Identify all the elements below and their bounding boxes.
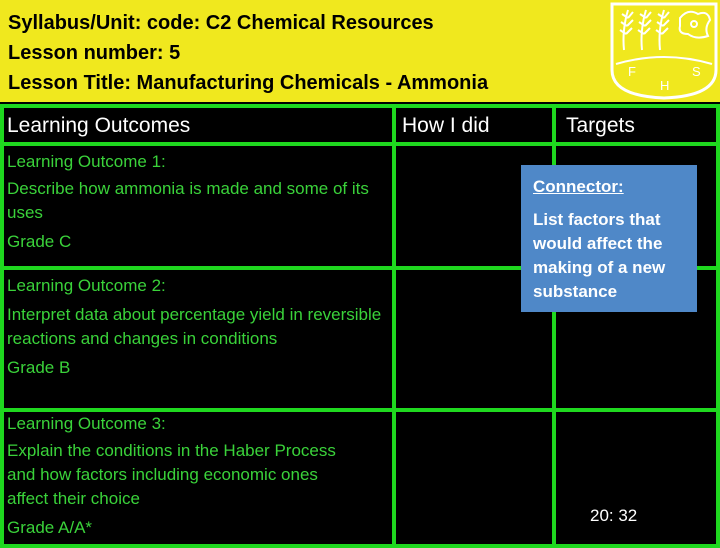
outcome-description: Explain the conditions in the Haber Process and how factors including economic ones affect their choice (7, 441, 336, 508)
connector-body: List factors that would affect the making of a new substance (533, 210, 666, 301)
how-cell-3 (392, 408, 556, 548)
outcome-grade: Grade B (7, 358, 71, 377)
learning-outcome-3 (7, 412, 337, 540)
outcome-grade: Grade C (7, 232, 72, 251)
learning-outcome-2 (7, 274, 387, 380)
column-header-targets: Targets (566, 114, 635, 137)
outcome-grade: Grade A/A* (7, 518, 93, 537)
logo-letter-h: H (660, 78, 670, 93)
lesson-number: Lesson number: 5 (8, 42, 181, 64)
outcome-heading: Learning Outcome 1: (7, 152, 166, 171)
logo-letter-s: S (692, 64, 701, 79)
outcome-description: Describe how ammonia is made and some of its uses (7, 179, 369, 222)
connector-box (521, 165, 697, 312)
outcome-description: Interpret data about percentage yield in reversible reactions and changes in conditions (7, 305, 382, 348)
column-header-outcomes: Learning Outcomes (7, 114, 191, 137)
outcome-heading: Learning Outcome 3: (7, 414, 166, 433)
outcome-heading: Learning Outcome 2: (7, 276, 166, 295)
header-bar (0, 0, 720, 102)
connector-title: Connector: (533, 177, 624, 196)
column-header-how: How I did (402, 114, 490, 137)
countdown-timer: 20: 32 (590, 506, 638, 525)
logo-letter-f: F (628, 64, 636, 79)
syllabus-line: Syllabus/Unit: code: C2 Chemical Resources (8, 12, 434, 34)
learning-outcome-1 (7, 150, 392, 254)
lesson-title: Lesson Title: Manufacturing Chemicals - Ammonia (8, 72, 489, 94)
target-cell-3 (552, 408, 720, 548)
school-crest-logo (608, 0, 720, 100)
